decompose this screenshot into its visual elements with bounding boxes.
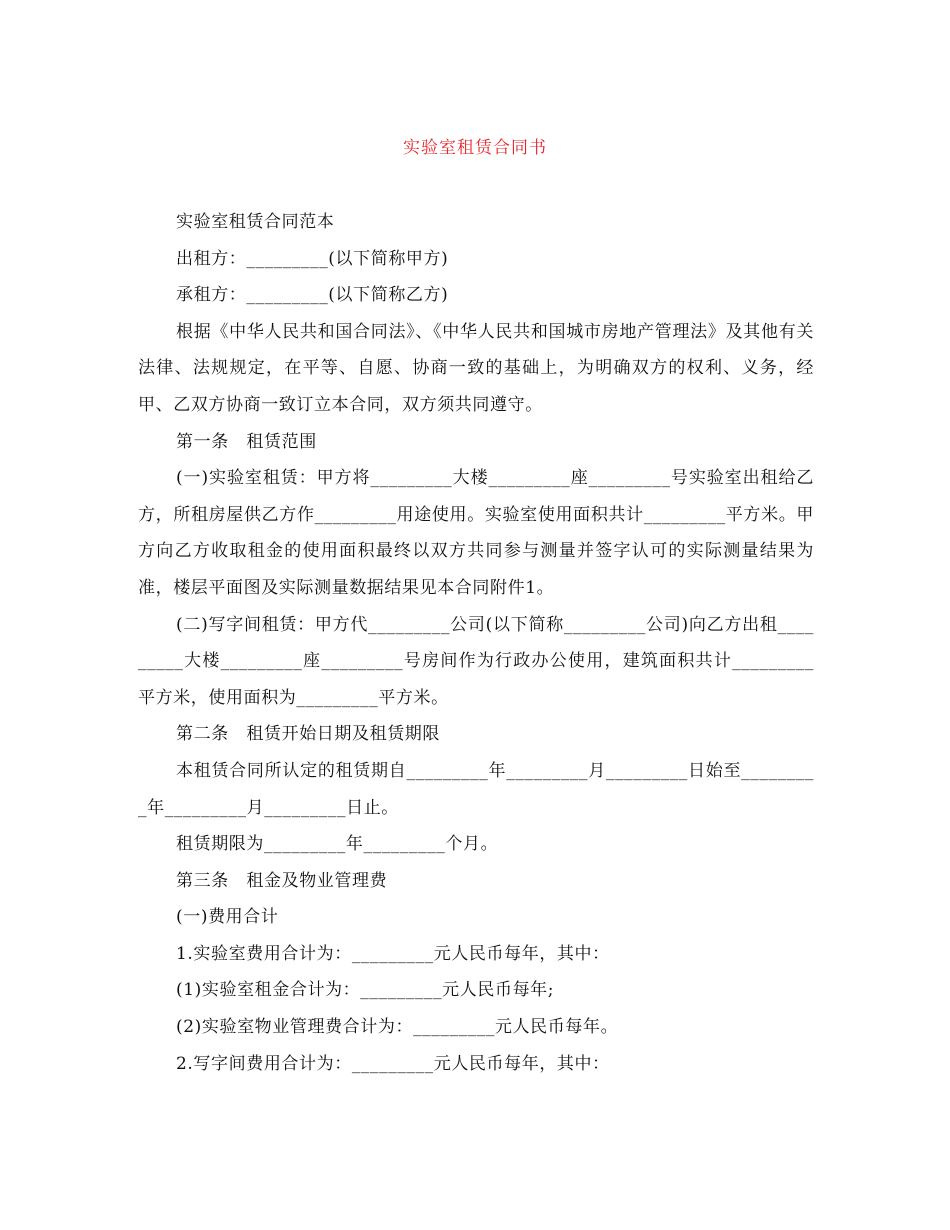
paragraph-fee-total: (一)费用合计: [176, 907, 279, 928]
document-body: [138, 204, 814, 1082]
paragraph-lease-term: 租赁期限为_________年_________个月。: [176, 834, 499, 855]
paragraph-lab-fee: 1.实验室费用合计为：_________元人民币每年，其中：: [176, 943, 610, 964]
paragraph-lab-property-fee: (2)实验室物业管理费合计为：_________元人民币每年。: [176, 1017, 619, 1038]
paragraph-lessor: 出租方：_________(以下简称甲方): [176, 248, 449, 269]
document-title: 实验室租赁合同书: [403, 138, 547, 158]
article-2-heading: 第二条 租赁开始日期及租赁期限: [176, 724, 440, 745]
paragraph-office-fee: 2.写字间费用合计为：_________元人民币每年，其中：: [176, 1053, 610, 1074]
paragraph-lab-rent: (1)实验室租金合计为：_________元人民币每年;: [176, 980, 555, 1001]
paragraph-lab-lease: (一)实验室租赁：甲方将_________大楼_________座_________号实验室出租给乙方，所租房屋供乙方作_________用途使用。实验室使用面积共计_________平方米。甲方向乙方收取租金的使用面积最终以双方共同参与测量并签字认可的实际测量结果为准，楼层平面图及实际测量数据结果见本合同附件1。: [138, 468, 814, 598]
paragraph-lease-period: 本租赁合同所认定的租赁期自_________年_________月_________日始至_________年_________月_________日止。: [138, 760, 814, 818]
paragraph-preamble: 根据《中华人民共和国合同法》、《中华人民共和国城市房地产管理法》及其他有关法律、法规规定，在平等、自愿、协商一致的基础上，为明确双方的权利、义务，经甲、乙双方协商一致订立本合同，双方须共同遵守。: [138, 321, 814, 415]
article-3-heading: 第三条 租金及物业管理费: [176, 870, 388, 891]
paragraph-lessee: 承租方：_________(以下简称乙方): [176, 285, 449, 306]
article-1-heading: 第一条 租赁范围: [176, 431, 317, 452]
paragraph-subtitle: 实验室租赁合同范本: [176, 212, 335, 232]
paragraph-office-lease: (二)写字间租赁：甲方代_________公司(以下简称_________公司)向乙方出租_________大楼_________座_________号房间作为行政办公使用，建筑面积共计_________平方米，使用面积为_________平方米。: [138, 614, 814, 708]
